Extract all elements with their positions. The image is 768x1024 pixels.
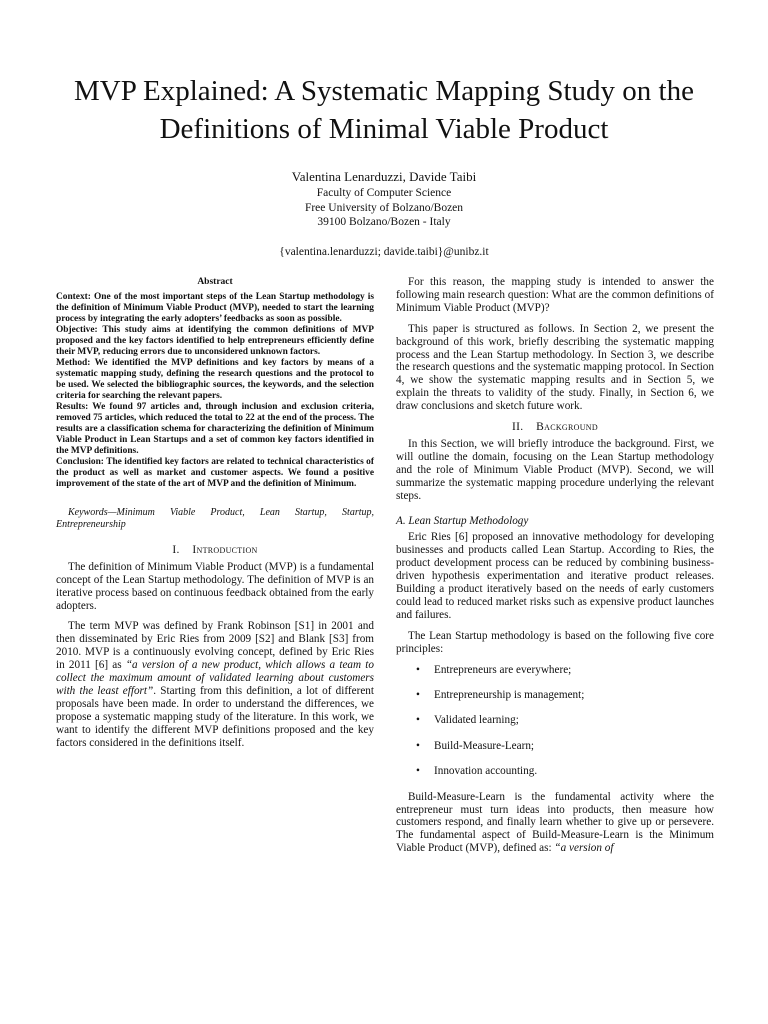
section-title: Introduction [192,543,258,556]
section-heading-introduction [56,544,374,557]
authors: Valentina Lenarduzzi, Davide Taibi [291,169,477,184]
structure-paragraph: This paper is structured as follows. In Section 2, we present the background of this work, briefly describing the systematic mapping process and the Lean Startup methodology. In Section 3, we describe the research questions and the systematic mapping protocol. In Section 4, we show the systematic mapping results and in Section 5, we explain the threats to validity of the study. Finally, in Section 6, we draw conclusions and sketch future work. [396,322,714,413]
research-question-paragraph: For this reason, the mapping study is intended to answer the following main research question: What are the common definitions of Minimum Viable Product (MVP)? [396,276,714,314]
keywords: Keywords—Minimum Viable Product, Lean Startup, Startup, Entrepreneurship [56,506,374,530]
affiliation [0,186,768,230]
list-item: • Entrepreneurs are everywhere; [416,664,714,677]
section-number: II. [512,421,524,434]
list-item: • Validated learning; [416,714,714,727]
title-line-2: Definitions of Minimal Viable Product [159,113,609,145]
abstract-heading: Abstract [197,277,233,287]
affiliation-line: 39100 Bolzano/Bozen - Italy [317,216,451,228]
abstract-objective: Objective: This study aims at identifying the common definitions of MVP proposed and the key factors identified to help entrepreneurs efficiently define their MVP, reducing errors due to unconsidered unknown factors. [56,324,374,357]
intro-paragraph-2 [56,620,374,749]
title-line-1: MVP Explained: A Systematic Mapping Study on the [74,75,694,107]
abstract-context: Context: One of the most important steps of the Lean Startup methodology is the definition of Minimum Viable Product (MVP), needed to start the learning process by integrating the early adopters’ feedbacks as soon as possible. [56,291,374,324]
left-column [56,276,374,750]
affiliation-line: Faculty of Computer Science [316,187,452,199]
section-title: Background [536,421,598,434]
list-item: • Innovation accounting. [416,765,714,778]
affiliation-line: Free University of Bolzano/Bozen [304,201,464,214]
intro-paragraph-1: The definition of Minimum Viable Product (MVP) is a fundamental concept of the Lean Startup methodology. The definition of MVP is an iterative process based on continuous feedback obtained from the early adopters. [56,560,374,612]
subsection-heading: A. Lean Startup Methodology [396,514,529,527]
principles-list [396,664,714,779]
section-number: I. [172,543,180,556]
list-item: • Entrepreneurship is management; [416,689,714,702]
bml-quote: “a version of [554,842,614,855]
lean-startup-paragraph: Eric Ries [6] proposed an innovative methodology for developing businesses and products called Lean Startup. According to Ries, the product development process can be reduced by combining business-driven hypothesis experimentation and iterative product releases. Building a product iteratively based on the needs of early customers could lead to reduced market risks such as expensive product launches and failures. [396,531,714,621]
abstract-method: Method: We identified the MVP definitions and key factors by means of a systematic mapping study, defining the research questions and the protocol to be used. We selected the bibliographic sources, the keywords, and the selection criteria for searching the relevant papers. [56,357,374,401]
author-email: {valentina.lenarduzzi; davide.taibi}@unibz.it [279,246,489,258]
mvp-definition-quote: “a version of a new product, which allows a team to collect the maximum amount of validated learning about customers with the least effort” [56,659,374,697]
right-column [396,276,714,855]
abstract-body [56,292,374,490]
section-heading-background [396,421,714,434]
intro-p2-text: The term MVP was defined by Frank Robinson [S1] in 2001 and then disseminated by Eric Ries from 2009 [S2] and Blank [S3] from 2010. MVP is a continuously evolving concept, defined by Eric Ries in 2011 [6] as [56,620,374,672]
paper-title [30,72,738,148]
principles-intro: The Lean Startup methodology is based on the following five core principles: [396,629,714,655]
abstract-conclusion: Conclusion: The identified key factors are related to technical characteristics of the product as well as market and customer aspects. We found a positive improvement of the state of the art of MVP and the definition of Minimum. [56,456,374,489]
background-paragraph: In this Section, we will briefly introduce the background. First, we will outline the domain, focusing on the Lean Startup methodology and the role of Minimum Viable Product (MVP). Second, we will summarize the systematic mapping procedure underlying the relevant steps. [396,437,714,502]
abstract-results: Results: We found 97 articles and, through inclusion and exclusion criteria, removed 75 articles, which reduced the total to 22 at the end of the process. The results are a classification schema for characterizing the definition of Minimum Viable Product in Lean Startups and a set of common key factors identified in the MVP definitions. [56,401,374,456]
intro-p2-text-cont: . Starting from this definition, a lot of different proposals have been made. In order to understand the differences, we propose a systematic mapping study of the literature. In this work, we want to identify the different MVP definitions proposed and the key factors considered in the definitions itself. [56,684,374,749]
build-measure-learn-paragraph [396,791,714,856]
list-item: • Build-Measure-Learn; [416,740,714,753]
bml-text: Build-Measure-Learn is the fundamental activity where the entrepreneur must turn ideas into products, then measure how customers respond, and finally learn whether to give up or persevere. The fundamental aspect of Build-Measure-Learn is the Minimum Viable Product (MVP), defined as: [396,790,714,855]
